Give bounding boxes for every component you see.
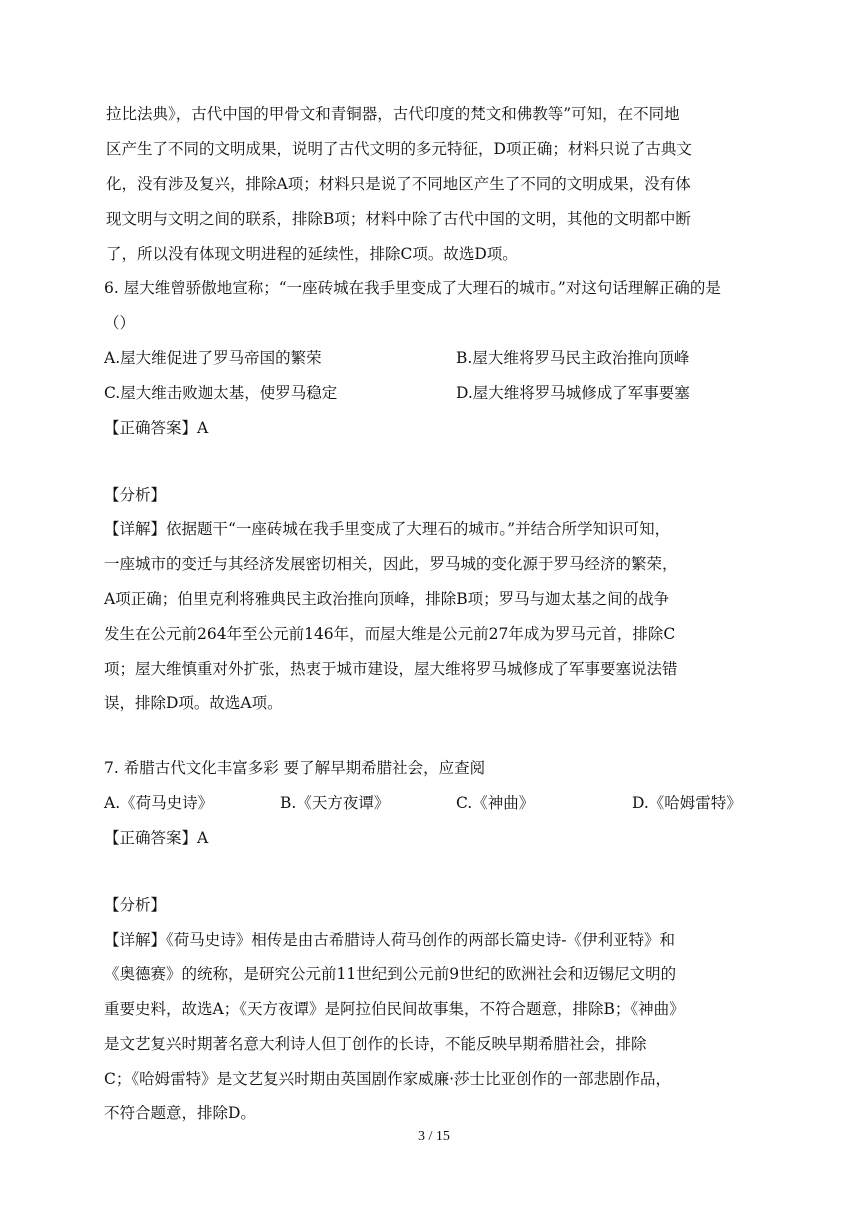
- question-7-option-d: D.《哈姆雷特》: [632, 794, 742, 812]
- question-6-option-c: C.屋大维击败迦太基，使罗马稳定: [104, 384, 338, 402]
- question-6-detail-line: A项正确；伯里克利将雅典民主政治推向顶峰，排除B项；罗马与迦太基之间的战争: [104, 590, 670, 608]
- question-7-detail-line: 重要史料，故选A；《天方夜谭》是阿拉伯民间故事集，不符合题意，排除B；《神曲》: [104, 1000, 685, 1018]
- explanation-line: 了，所以没有体现文明进程的延续性，排除C项。故选D项。: [106, 245, 518, 263]
- question-7-stem: 7. 希腊古代文化丰富多彩 要了解早期希腊社会，应查阅: [104, 759, 486, 777]
- question-6-option-b: B.屋大维将罗马民主政治推向顶峰: [456, 349, 690, 367]
- explanation-line: 现文明与文明之间的联系，排除B项；材料中除了古代中国的文明，其他的文明都中断: [106, 210, 691, 228]
- question-6-option-a: A.屋大维促进了罗马帝国的繁荣: [104, 349, 322, 367]
- question-7-option-c: C.《神曲》: [456, 794, 535, 812]
- question-6-detail-line: 【详解】依据题干“一座砖城在我手里变成了大理石的城市。”并结合所学知识可知，: [104, 520, 671, 538]
- question-6-option-d: D.屋大维将罗马城修成了军事要塞: [456, 384, 690, 402]
- question-7-option-a: A.《荷马史诗》: [104, 794, 214, 812]
- question-6-stem-bracket: （）: [104, 314, 136, 332]
- explanation-line: 化，没有涉及复兴，排除A项；材料只是说了不同地区产生了不同的文明成果，没有体: [106, 175, 691, 193]
- question-7-detail-line: 不符合题意，排除D。: [104, 1104, 256, 1122]
- question-7-detail-line: 《奥德赛》的统称，是研究公元前11世纪到公元前9世纪的欧洲社会和迈锡尼文明的: [104, 965, 677, 983]
- explanation-line: 区产生了不同的文明成果，说明了古代文明的多元特征，D项正确；材料只说了古典文: [106, 140, 692, 158]
- question-7-detail-line: 是文艺复兴时期著名意大利诗人但丁创作的长诗，不能反映早期希腊社会，排除: [104, 1035, 647, 1053]
- question-6-detail-line: 发生在公元前264年至公元前146年，而屋大维是公元前27年成为罗马元首，排除C: [104, 625, 676, 643]
- question-6-detail-line: 误，排除D项。故选A项。: [104, 694, 283, 712]
- explanation-line: 拉比法典》，古代中国的甲骨文和青铜器，古代印度的梵文和佛教等”可知，在不同地: [106, 105, 680, 123]
- question-7-detail-line: C；《哈姆雷特》是文艺复兴时期由英国剧作家威廉·莎士比亚创作的一部悲剧作品，: [104, 1070, 672, 1088]
- question-6-stem: 6. 屋大维曾骄傲地宣称；“一座砖城在我手里变成了大理石的城市。”对这句话理解正确的是: [104, 279, 721, 297]
- question-6-detail-line: 项；屋大维慎重对外扩张，热衷于城市建设，屋大维将罗马城修成了军事要塞说法错: [104, 660, 678, 678]
- question-6-answer: 【正确答案】A: [104, 419, 209, 437]
- page-number: 3 / 15: [418, 1129, 450, 1144]
- question-7-answer: 【正确答案】A: [104, 829, 209, 847]
- question-7-analysis-label: 【分析】: [104, 896, 167, 914]
- question-7-detail-line: 【详解】《荷马史诗》相传是由古希腊诗人荷马创作的两部长篇史诗-《伊利亚特》和: [104, 931, 675, 949]
- question-6-analysis-label: 【分析】: [104, 486, 167, 504]
- question-7-option-b: B.《天方夜谭》: [280, 794, 390, 812]
- question-6-detail-line: 一座城市的变迁与其经济发展密切相关，因此，罗马城的变化源于罗马经济的繁荣，: [104, 555, 678, 573]
